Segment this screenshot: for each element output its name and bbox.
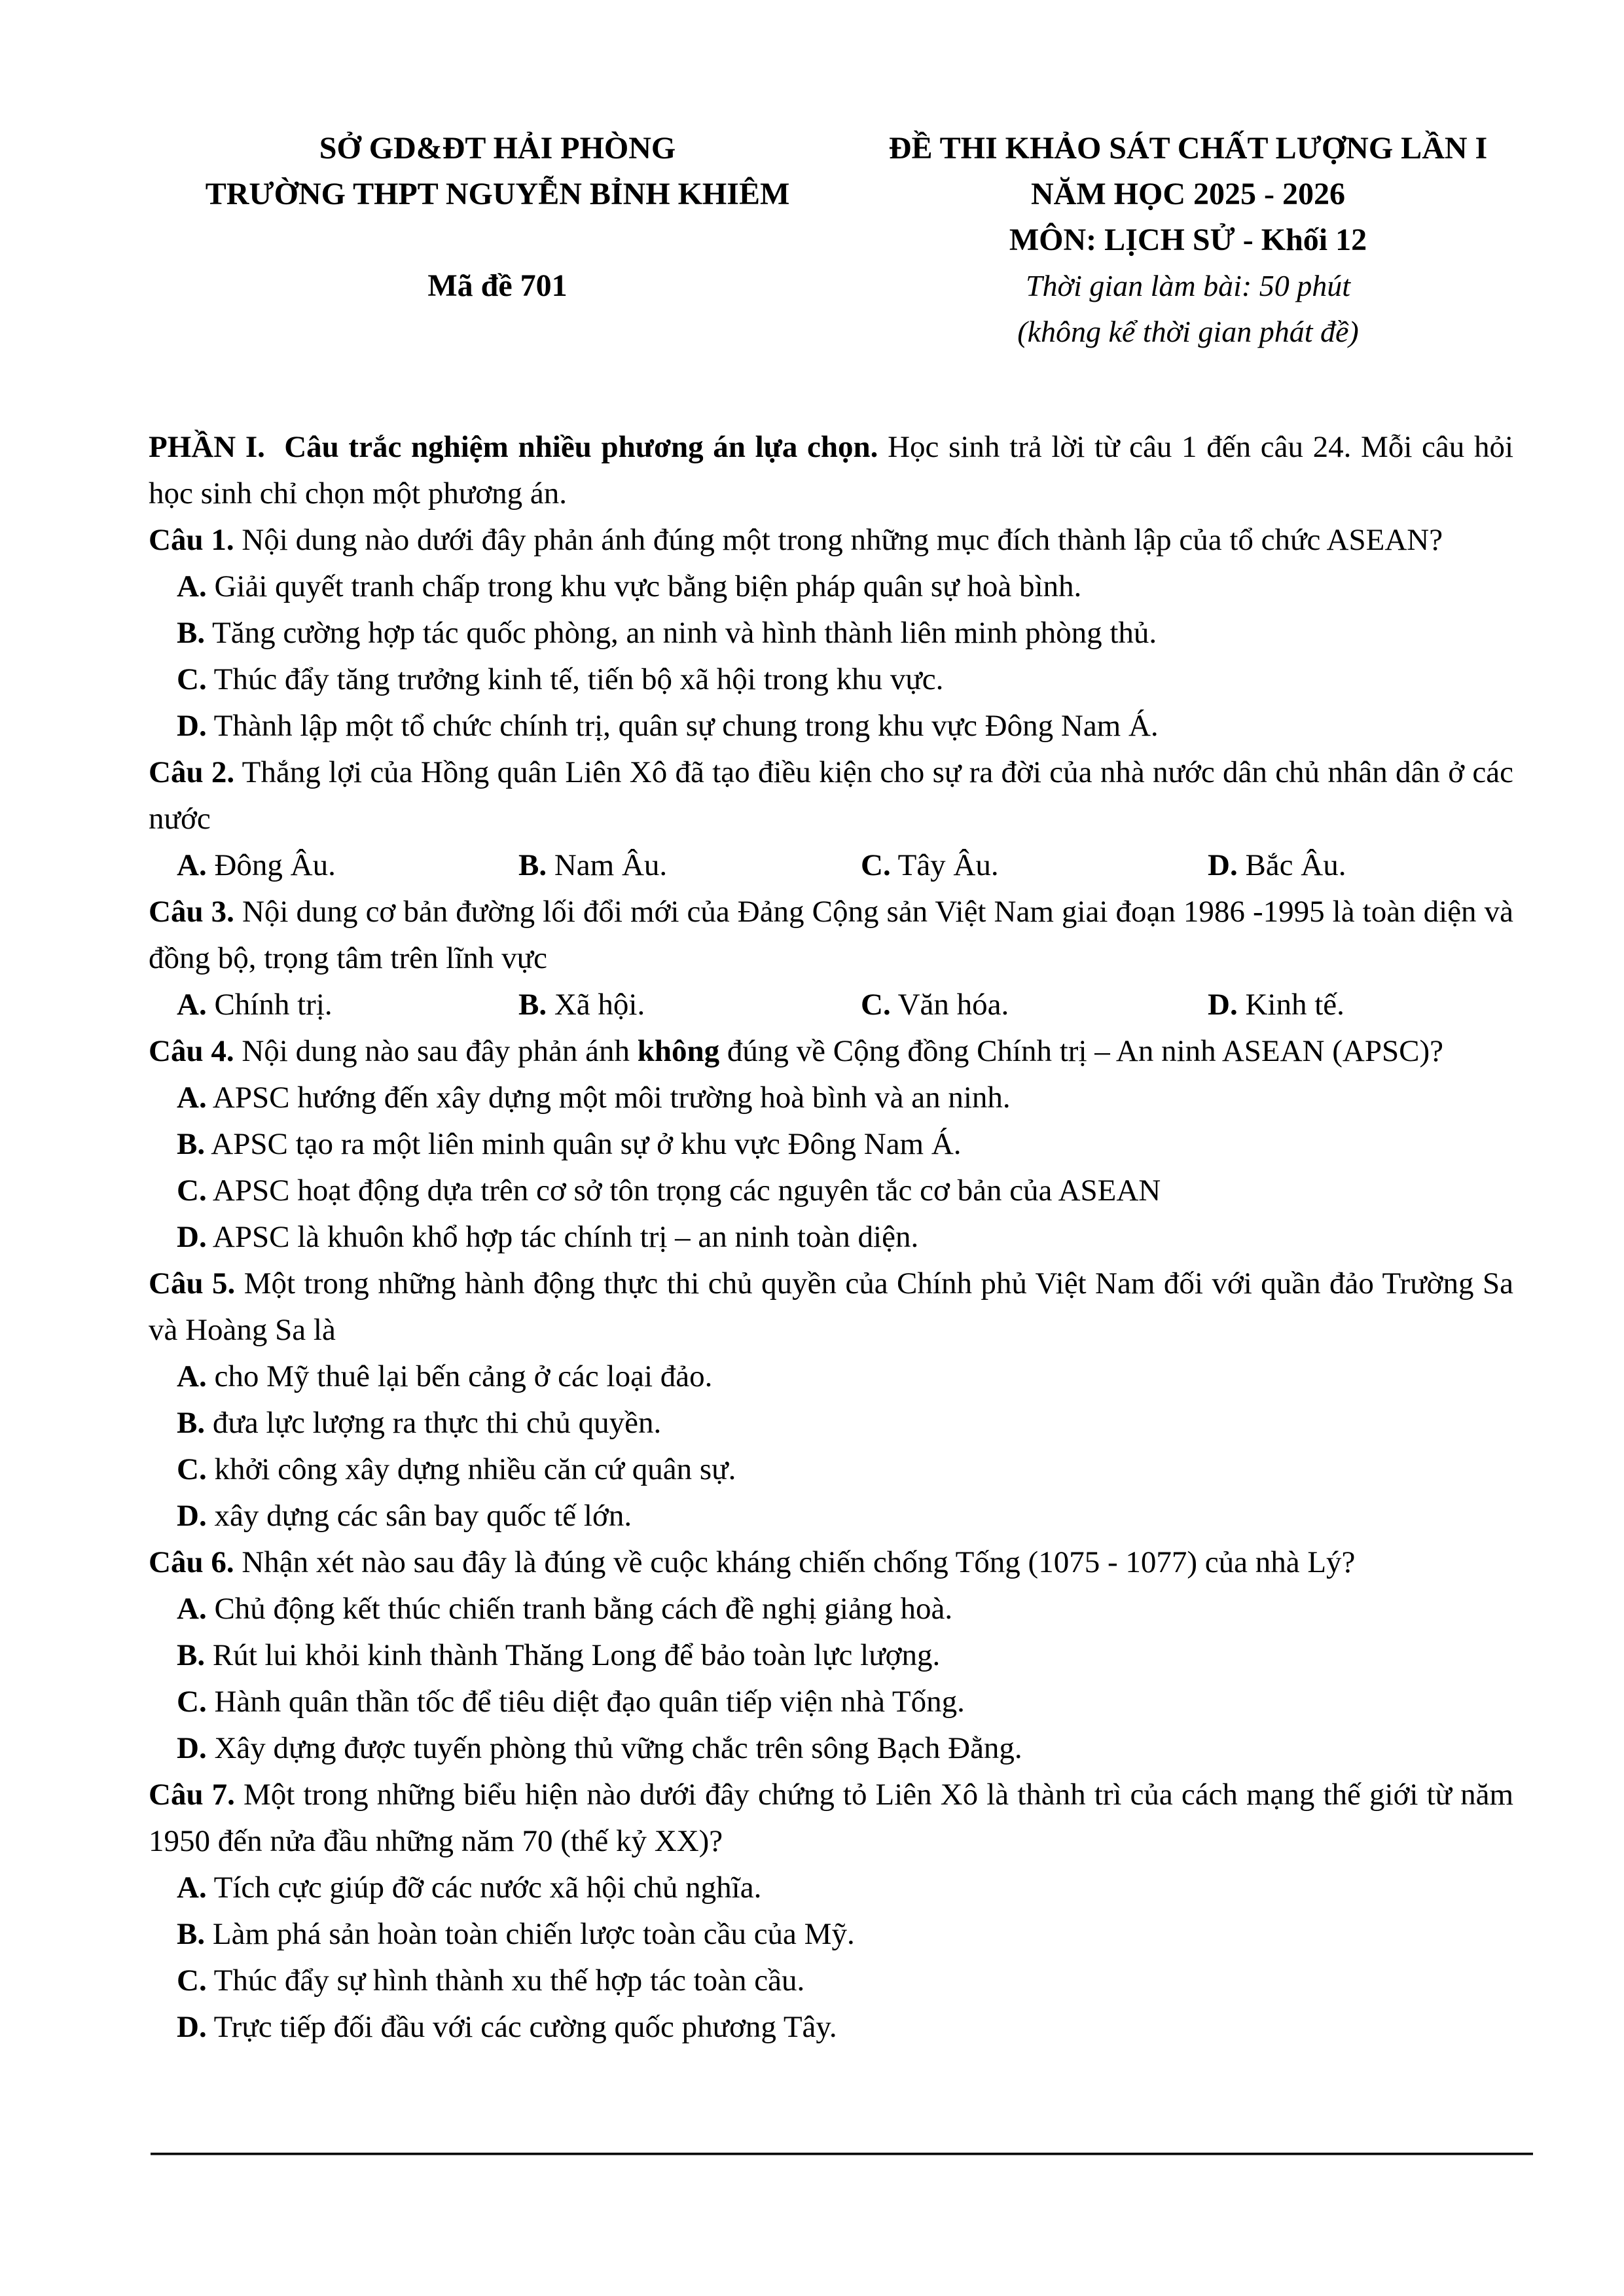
option-label: B. <box>177 1127 206 1161</box>
option-text: đưa lực lượng ra thực thi chủ quyền. <box>212 1406 662 1440</box>
department-name: SỞ GD&ĐT HẢI PHÒNG <box>319 131 676 166</box>
question-stem <box>149 1772 1513 1865</box>
question-stem <box>149 517 1513 564</box>
exam-body <box>149 424 1513 2051</box>
option <box>861 842 1208 889</box>
part-intro: PHẦN I. Câu trắc nghiệm nhiều phương án lựa chọn. Học sinh trả lời từ câu 1 đến câu 24. Mỗi câu hỏi học sinh chỉ chọn một phương án. <box>149 430 1513 511</box>
option <box>149 1446 1513 1493</box>
options-row <box>149 982 1513 1028</box>
question-stem <box>149 889 1513 982</box>
option-label: A. <box>177 1592 207 1626</box>
option <box>149 1168 1513 1214</box>
question-stem-text: Nội dung nào sau đây phản ánh không đúng về Cộng đồng Chính trị – An ninh ASEAN (APSC)? <box>242 1034 1443 1068</box>
option-text: cho Mỹ thuê lại bến cảng ở các loại đảo. <box>214 1359 713 1393</box>
option-text: Tây Âu. <box>897 848 999 882</box>
option-text: Đông Âu. <box>214 848 336 882</box>
option <box>149 1586 1513 1632</box>
option-label: C. <box>861 848 891 882</box>
option-label: A. <box>177 848 207 882</box>
option <box>149 1121 1513 1168</box>
question-number: Câu 6. <box>149 1545 234 1579</box>
option-text: Làm phá sản hoàn toàn chiến lược toàn cầu của Mỹ. <box>212 1917 855 1951</box>
question-number: Câu 7. <box>149 1778 235 1812</box>
option <box>149 1679 1513 1725</box>
option <box>177 842 518 889</box>
option-text: Tăng cường hợp tác quốc phòng, an ninh và hình thành liên minh phòng thủ. <box>212 616 1157 650</box>
option-label: B. <box>177 616 206 650</box>
option <box>149 1400 1513 1446</box>
option-text: Hành quân thần tốc để tiêu diệt đạo quân tiếp viện nhà Tống. <box>214 1685 965 1719</box>
option <box>518 982 861 1028</box>
option-label: D. <box>177 1499 207 1533</box>
option-label: C. <box>177 1452 207 1486</box>
question <box>149 889 1513 1028</box>
question <box>149 749 1513 889</box>
option <box>149 610 1513 656</box>
option-label: B. <box>177 1917 206 1951</box>
question-number: Câu 1. <box>149 523 234 557</box>
option-label: D. <box>1208 848 1238 882</box>
option <box>149 1911 1513 1958</box>
option <box>149 1493 1513 1539</box>
question-stem <box>149 1028 1513 1075</box>
option-label: B. <box>177 1406 206 1440</box>
option-label: B. <box>518 988 547 1022</box>
option-text: APSC tạo ra một liên minh quân sự ở khu vực Đông Nam Á. <box>211 1127 962 1161</box>
option <box>1208 842 1513 889</box>
duration-line: Thời gian làm bài: 50 phút <box>1025 269 1351 302</box>
option-text: Văn hóa. <box>897 988 1009 1022</box>
option <box>518 842 861 889</box>
option-text: Chủ động kết thúc chiến tranh bằng cách đề nghị giảng hoà. <box>214 1592 953 1626</box>
option-label: A. <box>177 1359 207 1393</box>
question-number: Câu 3. <box>149 895 234 929</box>
option-label: B. <box>177 1638 206 1672</box>
option <box>177 982 518 1028</box>
option-text: Bắc Âu. <box>1245 848 1346 882</box>
option-text: APSC hướng đến xây dựng một môi trường hoà bình và an ninh. <box>212 1081 1011 1115</box>
option-label: C. <box>861 988 891 1022</box>
question-list <box>149 517 1513 2051</box>
school-name: TRƯỜNG THPT NGUYỄN BỈNH KHIÊM <box>205 177 790 211</box>
option-text: Trực tiếp đối đầu với các cường quốc phương Tây. <box>213 2010 837 2044</box>
option-text: Rút lui khỏi kinh thành Thăng Long để bảo toàn lực lượng. <box>212 1638 941 1672</box>
option-label: D. <box>177 709 207 743</box>
question-stem-text: Nhận xét nào sau đây là đúng về cuộc kháng chiến chống Tống (1075 - 1077) của nhà Lý? <box>242 1545 1356 1579</box>
option-text: Kinh tế. <box>1245 988 1344 1022</box>
option-label: C. <box>177 1174 207 1208</box>
option-text: Thành lập một tổ chức chính trị, quân sự chung trong khu vực Đông Nam Á. <box>213 709 1159 743</box>
question-stem-text: Một trong những hành động thực thi chủ quyền của Chính phủ Việt Nam đối với quần đảo Trường Sa và Hoàng Sa là <box>149 1266 1513 1347</box>
exam-title: ĐỀ THI KHẢO SÁT CHẤT LƯỢNG LẦN I <box>888 131 1488 166</box>
option-label: D. <box>1208 988 1238 1022</box>
question-stem <box>149 1539 1513 1586</box>
options-row <box>149 842 1513 889</box>
school-year: NĂM HỌC 2025 - 2026 <box>1031 177 1345 211</box>
question-number: Câu 2. <box>149 755 235 789</box>
header-right-block <box>871 126 1506 355</box>
option-label: A. <box>177 1081 207 1115</box>
option-label: D. <box>177 1731 207 1765</box>
option <box>149 1725 1513 1772</box>
option <box>149 1354 1513 1400</box>
question <box>149 1772 1513 2051</box>
option-label: B. <box>518 848 547 882</box>
option <box>149 1632 1513 1679</box>
question-number: Câu 5. <box>149 1266 236 1300</box>
option-label: A. <box>177 569 207 603</box>
question <box>149 517 1513 749</box>
question <box>149 1539 1513 1772</box>
option <box>149 703 1513 749</box>
subject-line: MÔN: LỊCH SỬ - Khối 12 <box>1009 223 1367 257</box>
question-stem <box>149 749 1513 842</box>
duration-note: (không kể thời gian phát đề) <box>1017 315 1359 348</box>
option <box>1208 982 1513 1028</box>
option <box>149 1865 1513 1911</box>
question <box>149 1028 1513 1261</box>
question-stem-text: Thắng lợi của Hồng quân Liên Xô đã tạo điều kiện cho sự ra đời của nhà nước dân chủ nhân dân ở các nước <box>149 755 1513 836</box>
option-text: Xây dựng được tuyến phòng thủ vững chắc trên sông Bạch Đằng. <box>214 1731 1022 1765</box>
question-number: Câu 4. <box>149 1034 234 1068</box>
option <box>149 656 1513 703</box>
question-stem-text: Nội dung nào dưới đây phản ánh đúng một trong những mục đích thành lập của tổ chức ASEAN? <box>242 523 1443 557</box>
exam-header <box>124 126 1506 355</box>
option <box>149 1958 1513 2004</box>
option-text: Giải quyết tranh chấp trong khu vực bằng biện pháp quân sự hoà bình. <box>214 569 1082 603</box>
exam-code: Mã đề 701 <box>427 268 568 303</box>
option-text: Tích cực giúp đỡ các nước xã hội chủ nghĩa. <box>213 1871 762 1905</box>
option-text: APSC là khuôn khổ hợp tác chính trị – an ninh toàn diện. <box>212 1220 919 1254</box>
option <box>149 2004 1513 2051</box>
header-left-block <box>124 126 871 355</box>
option-text: APSC hoạt động dựa trên cơ sở tôn trọng các nguyên tắc cơ bản của ASEAN <box>212 1174 1161 1208</box>
footer-divider <box>151 2153 1533 2155</box>
option-label: C. <box>177 1685 207 1719</box>
option-text: khởi công xây dựng nhiều căn cứ quân sự. <box>214 1452 736 1486</box>
option-label: A. <box>177 988 207 1022</box>
option-label: C. <box>177 1964 207 1998</box>
option <box>149 1214 1513 1261</box>
option-label: D. <box>177 2010 207 2044</box>
option-label: A. <box>177 1871 207 1905</box>
option-text: Xã hội. <box>554 988 645 1022</box>
option-text: Chính trị. <box>214 988 333 1022</box>
option <box>149 564 1513 610</box>
question <box>149 1261 1513 1539</box>
option <box>861 982 1208 1028</box>
header-spacer <box>124 217 871 263</box>
option-text: xây dựng các sân bay quốc tế lớn. <box>214 1499 632 1533</box>
option-text: Thúc đẩy tăng trưởng kinh tế, tiến bộ xã hội trong khu vực. <box>213 662 944 696</box>
option-label: C. <box>177 662 207 696</box>
question-stem-text: Nội dung cơ bản đường lối đổi mới của Đảng Cộng sản Việt Nam giai đoạn 1986 -1995 là toàn diện và đồng bộ, trọng tâm trên lĩnh vực <box>149 895 1513 975</box>
option-text: Nam Âu. <box>554 848 668 882</box>
question-stem <box>149 1261 1513 1354</box>
option <box>149 1075 1513 1121</box>
question-stem-text: Một trong những biểu hiện nào dưới đây chứng tỏ Liên Xô là thành trì của cách mạng thế giới từ năm 1950 đến nửa đầu những năm 70 (thế kỷ XX)? <box>149 1778 1514 1858</box>
option-text: Thúc đẩy sự hình thành xu thế hợp tác toàn cầu. <box>213 1964 805 1998</box>
option-label: D. <box>177 1220 207 1254</box>
